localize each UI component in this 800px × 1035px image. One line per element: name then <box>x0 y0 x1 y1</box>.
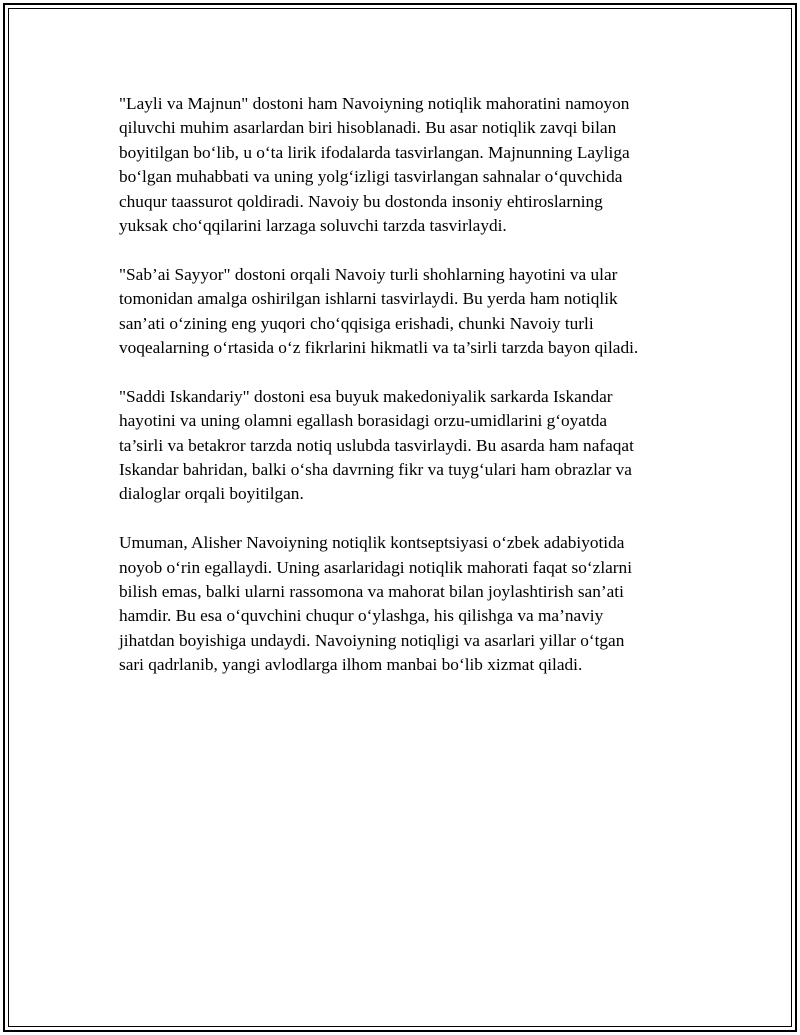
document-body <box>119 92 689 702</box>
paragraph-saddi-iskandariy: "Saddi Iskandariy" dostoni esa buyuk makedoniyalik sarkarda Iskandar hayotini va uning olamni egallash borasidagi orzu-umidlarini g‘oyatda ta’sirli va betakror tarzda notiq uslubda tasvirlaydi. Bu asarda ham nafaqat Iskandar bahridan, balki o‘sha davrning fikr va tuyg‘ulari ham obrazlar va dialoglar orqali boyitilgan. <box>119 386 634 504</box>
paragraph-sabai-sayyor: "Sab’ai Sayyor" dostoni orqali Navoiy turli shohlarning hayotini va ular tomonidan amalga oshirilgan ishlarni tasvirlaydi. Bu yerda ham notiqlik san’ati o‘zining eng yuqori cho‘qqisiga erishadi, chunki Navoiy turli voqealarning o‘rtasida o‘z fikrlarini hikmatli va ta’sirli tarzda bayon qiladi. <box>119 264 639 358</box>
paragraph-layli-va-majnun: "Layli va Majnun" dostoni ham Navoiyning notiqlik mahoratini namoyon qiluvchi muhim asarlardan biri hisoblanadi. Bu asar notiqlik zavqi bilan boyitilgan bo‘lib, u o‘ta lirik ifodalarda tasvirlangan. Majnunning Layliga bo‘lgan muhabbati va uning yolg‘izligi tasvirlangan sahnalar o‘quvchida chuqur taassurot qoldiradi. Navoiy bu dostonda insoniy ehtiroslarning yuksak cho‘qqilarini larzaga soluvchi tarzda tasvirlaydi. <box>119 94 630 236</box>
paragraph-conclusion: Umuman, Alisher Navoiyning notiqlik kontseptsiyasi o‘zbek adabiyotida noyob o‘rin egallaydi. Uning asarlaridagi notiqlik mahorati faqat so‘zlarni bilish emas, balki ularni rassomona va mahorat bilan joylashtirish san’ati hamdir. Bu esa o‘quvchini chuqur o‘ylashga, his qilishga va ma’naviy jihatdan boyishiga undaydi. Navoiyning notiqligi va asarlari yillar o‘tgan sari qadrlanib, yangi avlodlarga ilhom manbai bo‘lib xizmat qiladi. <box>119 533 633 675</box>
